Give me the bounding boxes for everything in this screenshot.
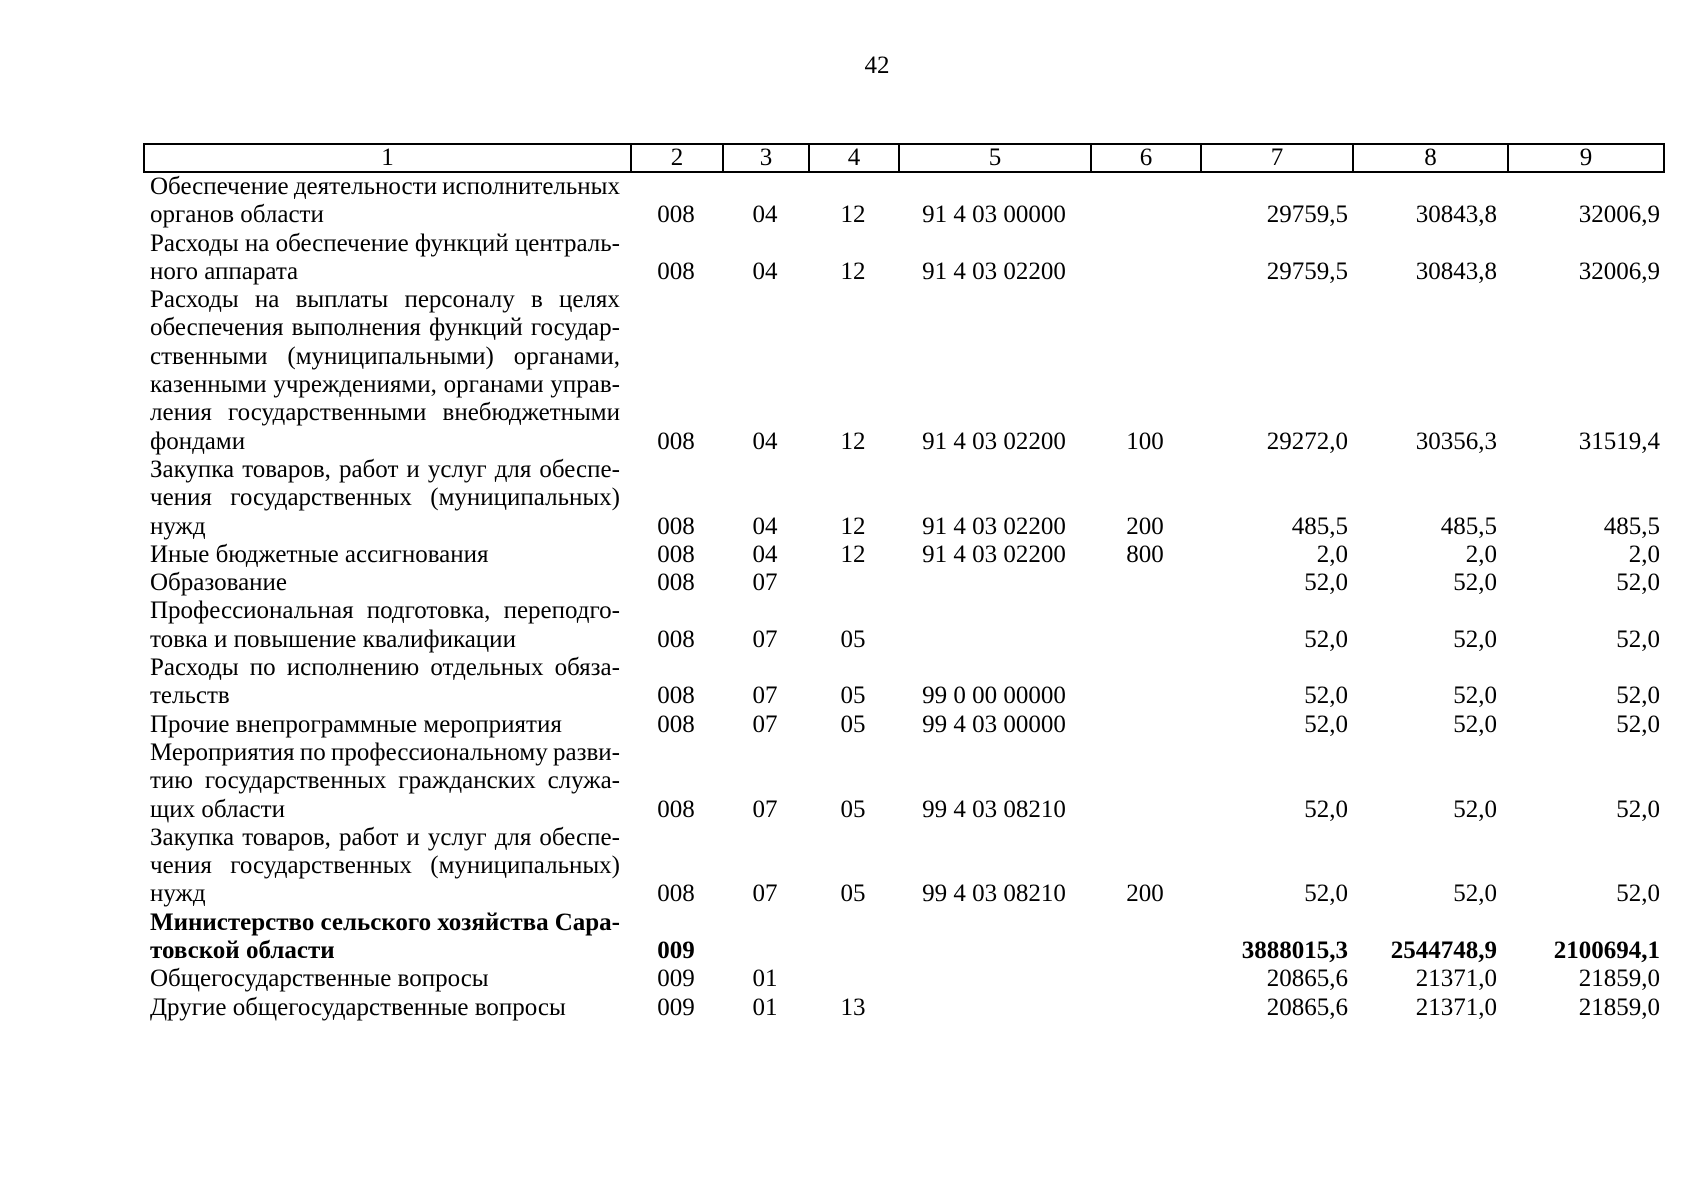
cell-col7: 52,0 [1304,625,1348,653]
cell-col9: 52,0 [1616,569,1660,597]
table-row [143,597,1665,654]
cell-col8: 52,0 [1453,795,1497,823]
cell-name [143,286,630,456]
name-line: ления государственными внебюджетными [150,399,620,427]
column-header: 1 [381,144,394,171]
name-line: органов области [150,201,324,229]
cell-col8: 52,0 [1453,710,1497,738]
column-header: 5 [898,145,1090,171]
name-line: Расходы на обеспечение функций централь- [150,229,620,257]
cell-col8: 30843,8 [1415,257,1497,285]
cell-col4: 12 [840,427,866,455]
cell-col7: 29759,5 [1266,201,1348,229]
column-header: 9 [1507,145,1663,171]
cell-col4: 12 [840,201,866,229]
name-line: Министерство сельского хозяйства Сара- [150,908,620,936]
table-row [143,994,1665,1022]
cell-col6: 200 [1126,880,1164,908]
name-line: тию государственных гражданских служа- [150,767,620,795]
cell-col4: 12 [840,512,866,540]
cell-col5: 99 0 00 00000 [922,682,1066,710]
cell-col4: 05 [840,682,866,710]
cell-col2: 009 [657,965,695,993]
name-line: Мероприятия по профессиональному разви- [150,738,620,766]
cell-col9: 52,0 [1616,710,1660,738]
cell-col7: 20865,6 [1266,993,1348,1021]
cell-col9: 21859,0 [1578,965,1660,993]
cell-col7: 52,0 [1304,880,1348,908]
cell-name [143,597,630,654]
cell-name [143,456,630,541]
name-line: Прочие внепрограммные мероприятия [150,710,562,738]
cell-col2: 008 [657,540,695,568]
name-line: Закупка товаров, работ и услуг для обеспе- [150,455,620,483]
cell-name [143,824,630,909]
cell-col2: 008 [657,682,695,710]
cell-col4: 05 [840,795,866,823]
cell-col3: 07 [752,795,778,823]
cell-col4: 13 [840,993,866,1021]
cell-col7: 52,0 [1304,569,1348,597]
cell-name [143,569,630,597]
cell-col7: 485,5 [1291,512,1348,540]
name-line: нужд [150,880,206,908]
cell-col6: 100 [1126,427,1164,455]
name-line: Профессиональная подготовка, переподго- [150,597,620,625]
cell-col4: 05 [840,625,866,653]
cell-col9: 52,0 [1616,682,1660,710]
name-line: Образование [150,569,288,597]
table-row [143,456,1665,541]
name-line: Другие общегосударственные вопросы [150,993,566,1021]
column-header: 3 [722,145,808,171]
cell-col9: 52,0 [1616,625,1660,653]
name-line: фондами [150,427,246,455]
cell-col8: 485,5 [1440,512,1497,540]
cell-col2: 008 [657,257,695,285]
table-body [143,173,1665,1022]
cell-col6: 800 [1126,540,1164,568]
budget-table [143,143,1665,1022]
cell-col4: 12 [840,257,866,285]
cell-col9: 21859,0 [1578,993,1660,1021]
cell-name [143,739,630,824]
column-header: 8 [1352,145,1507,171]
name-line: ственными (муниципальными) органами, [150,342,620,370]
cell-col2: 009 [657,993,695,1021]
cell-col3: 04 [752,540,778,568]
table-row [143,569,1665,597]
cell-name [143,230,630,287]
cell-col2: 008 [657,201,695,229]
cell-col9: 485,5 [1603,512,1660,540]
cell-col3: 01 [752,965,778,993]
cell-col3: 07 [752,625,778,653]
cell-col7: 29272,0 [1266,427,1348,455]
table-row [143,173,1665,230]
name-line: Расходы на выплаты персоналу в целях [150,286,620,314]
name-line: нужд [150,512,206,540]
cell-col7: 29759,5 [1266,257,1348,285]
name-line: ного аппарата [150,257,299,285]
table-row [143,824,1665,909]
name-line: Обеспечение деятельности исполнительных [150,173,620,200]
cell-col2: 008 [657,625,695,653]
cell-col3: 04 [752,201,778,229]
cell-name [143,541,630,569]
cell-col7: 52,0 [1304,682,1348,710]
column-header: 2 [630,145,722,171]
cell-col9: 2,0 [1628,540,1660,568]
name-line: товской области [150,937,335,965]
cell-col3: 01 [752,993,778,1021]
cell-col8: 30843,8 [1415,201,1497,229]
cell-col7: 52,0 [1304,710,1348,738]
table-row [143,230,1665,287]
column-header: 6 [1090,145,1200,171]
cell-col9: 2100694,1 [1553,937,1660,965]
name-line: тельств [150,682,230,710]
cell-col9: 32006,9 [1578,201,1660,229]
cell-col3: 07 [752,710,778,738]
column-header: 4 [808,145,898,171]
cell-name [143,909,630,966]
cell-col8: 30356,3 [1415,427,1497,455]
cell-col7: 20865,6 [1266,965,1348,993]
table-row [143,711,1665,739]
table-row [143,654,1665,711]
cell-name [143,994,630,1022]
cell-col2: 008 [657,710,695,738]
cell-col2: 009 [657,937,695,965]
cell-col5: 99 4 03 00000 [922,710,1066,738]
cell-name [143,654,630,711]
cell-col3: 04 [752,512,778,540]
cell-col8: 52,0 [1453,625,1497,653]
cell-col3: 07 [752,880,778,908]
cell-col8: 2544748,9 [1390,937,1497,965]
cell-col2: 008 [657,427,695,455]
cell-col7: 2,0 [1316,540,1348,568]
cell-col9: 52,0 [1616,795,1660,823]
cell-col7: 52,0 [1304,795,1348,823]
name-line: чения государственных (муниципальных) [150,852,620,880]
page-number: 42 [864,52,890,79]
cell-col9: 52,0 [1616,880,1660,908]
cell-col8: 52,0 [1453,569,1497,597]
cell-name [143,965,630,993]
name-line: щих области [150,795,285,823]
name-line: казенными учреждениями, органами управ- [150,371,620,399]
cell-col8: 21371,0 [1415,965,1497,993]
cell-name [143,711,630,739]
name-line: Расходы по исполнению отдельных обяза- [150,654,620,682]
cell-col5: 99 4 03 08210 [922,880,1066,908]
table-header-row [143,143,1665,173]
cell-col3: 04 [752,257,778,285]
table-row [143,286,1665,456]
cell-col8: 2,0 [1465,540,1497,568]
cell-col6: 200 [1126,512,1164,540]
cell-col3: 07 [752,682,778,710]
cell-col7: 3888015,3 [1241,937,1348,965]
table-row [143,739,1665,824]
cell-col8: 52,0 [1453,880,1497,908]
cell-col5: 91 4 03 02200 [922,540,1066,568]
cell-col8: 52,0 [1453,682,1497,710]
cell-col2: 008 [657,880,695,908]
cell-col3: 07 [752,569,778,597]
cell-col8: 21371,0 [1415,993,1497,1021]
cell-col5: 91 4 03 02200 [922,512,1066,540]
cell-col4: 12 [840,540,866,568]
cell-col9: 31519,4 [1578,427,1660,455]
cell-col5: 99 4 03 08210 [922,795,1066,823]
name-line: чения государственных (муниципальных) [150,484,620,512]
cell-col4: 05 [840,880,866,908]
name-line: Общегосударственные вопросы [150,965,489,993]
column-header: 7 [1200,145,1352,171]
cell-col4: 05 [840,710,866,738]
table-row [143,909,1665,966]
cell-col5: 91 4 03 02200 [922,427,1066,455]
name-line: Закупка товаров, работ и услуг для обеспе- [150,823,620,851]
cell-col2: 008 [657,569,695,597]
cell-col2: 008 [657,795,695,823]
cell-name [143,173,630,230]
cell-col5: 91 4 03 00000 [922,201,1066,229]
cell-col9: 32006,9 [1578,257,1660,285]
cell-col2: 008 [657,512,695,540]
name-line: Иные бюджетные ассигнования [150,540,489,568]
name-line: товка и повышение квалификации [150,625,516,653]
table-row [143,965,1665,993]
cell-col5: 91 4 03 02200 [922,257,1066,285]
table-row [143,541,1665,569]
name-line: обеспечения выполнения функций государ- [150,314,620,342]
cell-col3: 04 [752,427,778,455]
